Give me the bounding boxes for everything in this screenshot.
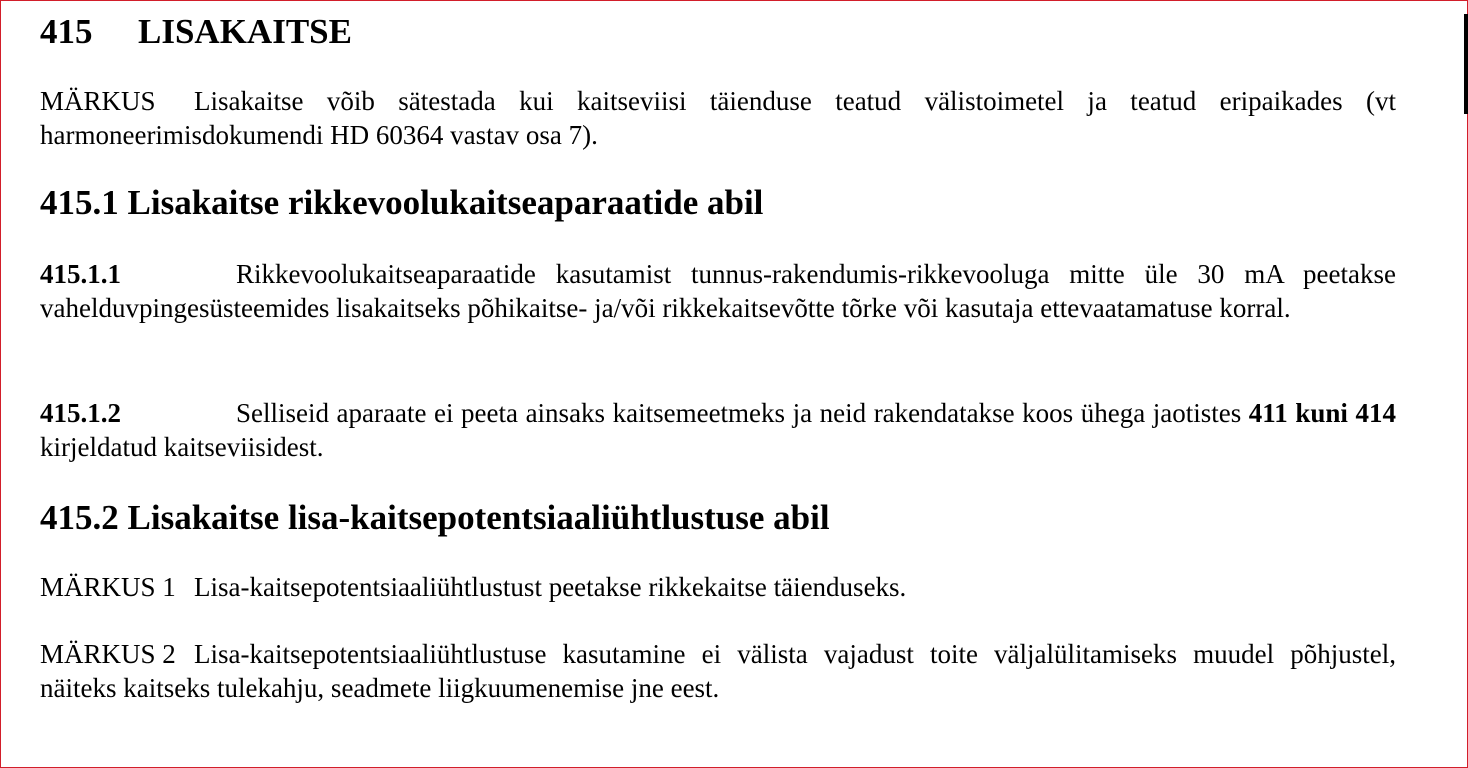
heading-title: LISAKAITSE bbox=[138, 12, 352, 51]
note-label: MÄRKUS bbox=[40, 86, 156, 116]
note-label: MÄRKUS 2 bbox=[40, 639, 176, 669]
section-heading-415 bbox=[40, 12, 352, 52]
note-label: MÄRKUS 1 bbox=[40, 572, 176, 602]
heading-number: 415 bbox=[40, 12, 93, 51]
subsection-heading-415-1: 415.1 Lisakaitse rikkevoolukaitseaparaatide abil bbox=[40, 183, 764, 222]
clause-text: Rikkevoolukaitseaparaatide kasutamist tunnus-rakendumis-rikkevooluga mitte üle 30 mA peetakse vahelduvpingesüsteemides lisakaitseks põhikaitse- ja/või rikkekaitsevõtte tõrke või kasutaja ettevaatamatuse korral. bbox=[40, 259, 1396, 323]
subsection-heading-415-2: 415.2 Lisakaitse lisa-kaitsepotentsiaaliühtlustuse abil bbox=[40, 498, 830, 537]
note-1-paragraph bbox=[40, 570, 1396, 604]
scroll-edge-marker bbox=[1464, 14, 1468, 114]
clause-reference-414: 414 bbox=[1355, 398, 1396, 428]
note-text: Lisa-kaitsepotentsiaaliühtlustust peetakse rikkekaitse täienduseks. bbox=[194, 572, 907, 602]
clause-text-after: kirjeldatud kaitseviisidest. bbox=[40, 432, 324, 462]
clause-reference-411: 411 bbox=[1248, 398, 1288, 428]
clause-number: 415.1.2 bbox=[40, 398, 121, 428]
note-paragraph bbox=[40, 84, 1396, 152]
note-text: Lisakaitse võib sätestada kui kaitseviisi täienduse teatud välistoimetel ja teatud eripaikades (vt harmoneerimisdokumendi HD 60364 vastav osa 7). bbox=[40, 86, 1396, 150]
clause-415-1-1 bbox=[40, 257, 1396, 325]
clause-text-before: Selliseid aparaate ei peeta ainsaks kaitsemeetmeks ja neid rakendatakse koos ühega jaotistes bbox=[236, 398, 1249, 428]
note-2-paragraph bbox=[40, 637, 1396, 705]
clause-text-mid: kuni bbox=[1287, 398, 1356, 428]
clause-415-1-2 bbox=[40, 396, 1396, 464]
clause-number: 415.1.1 bbox=[40, 259, 121, 289]
note-text: Lisa-kaitsepotentsiaaliühtlustuse kasutamine ei välista vajadust toite väljalülitamiseks muudel põhjustel, näiteks kaitseks tulekahju, seadmete liigkuumenemise jne eest. bbox=[40, 639, 1396, 703]
